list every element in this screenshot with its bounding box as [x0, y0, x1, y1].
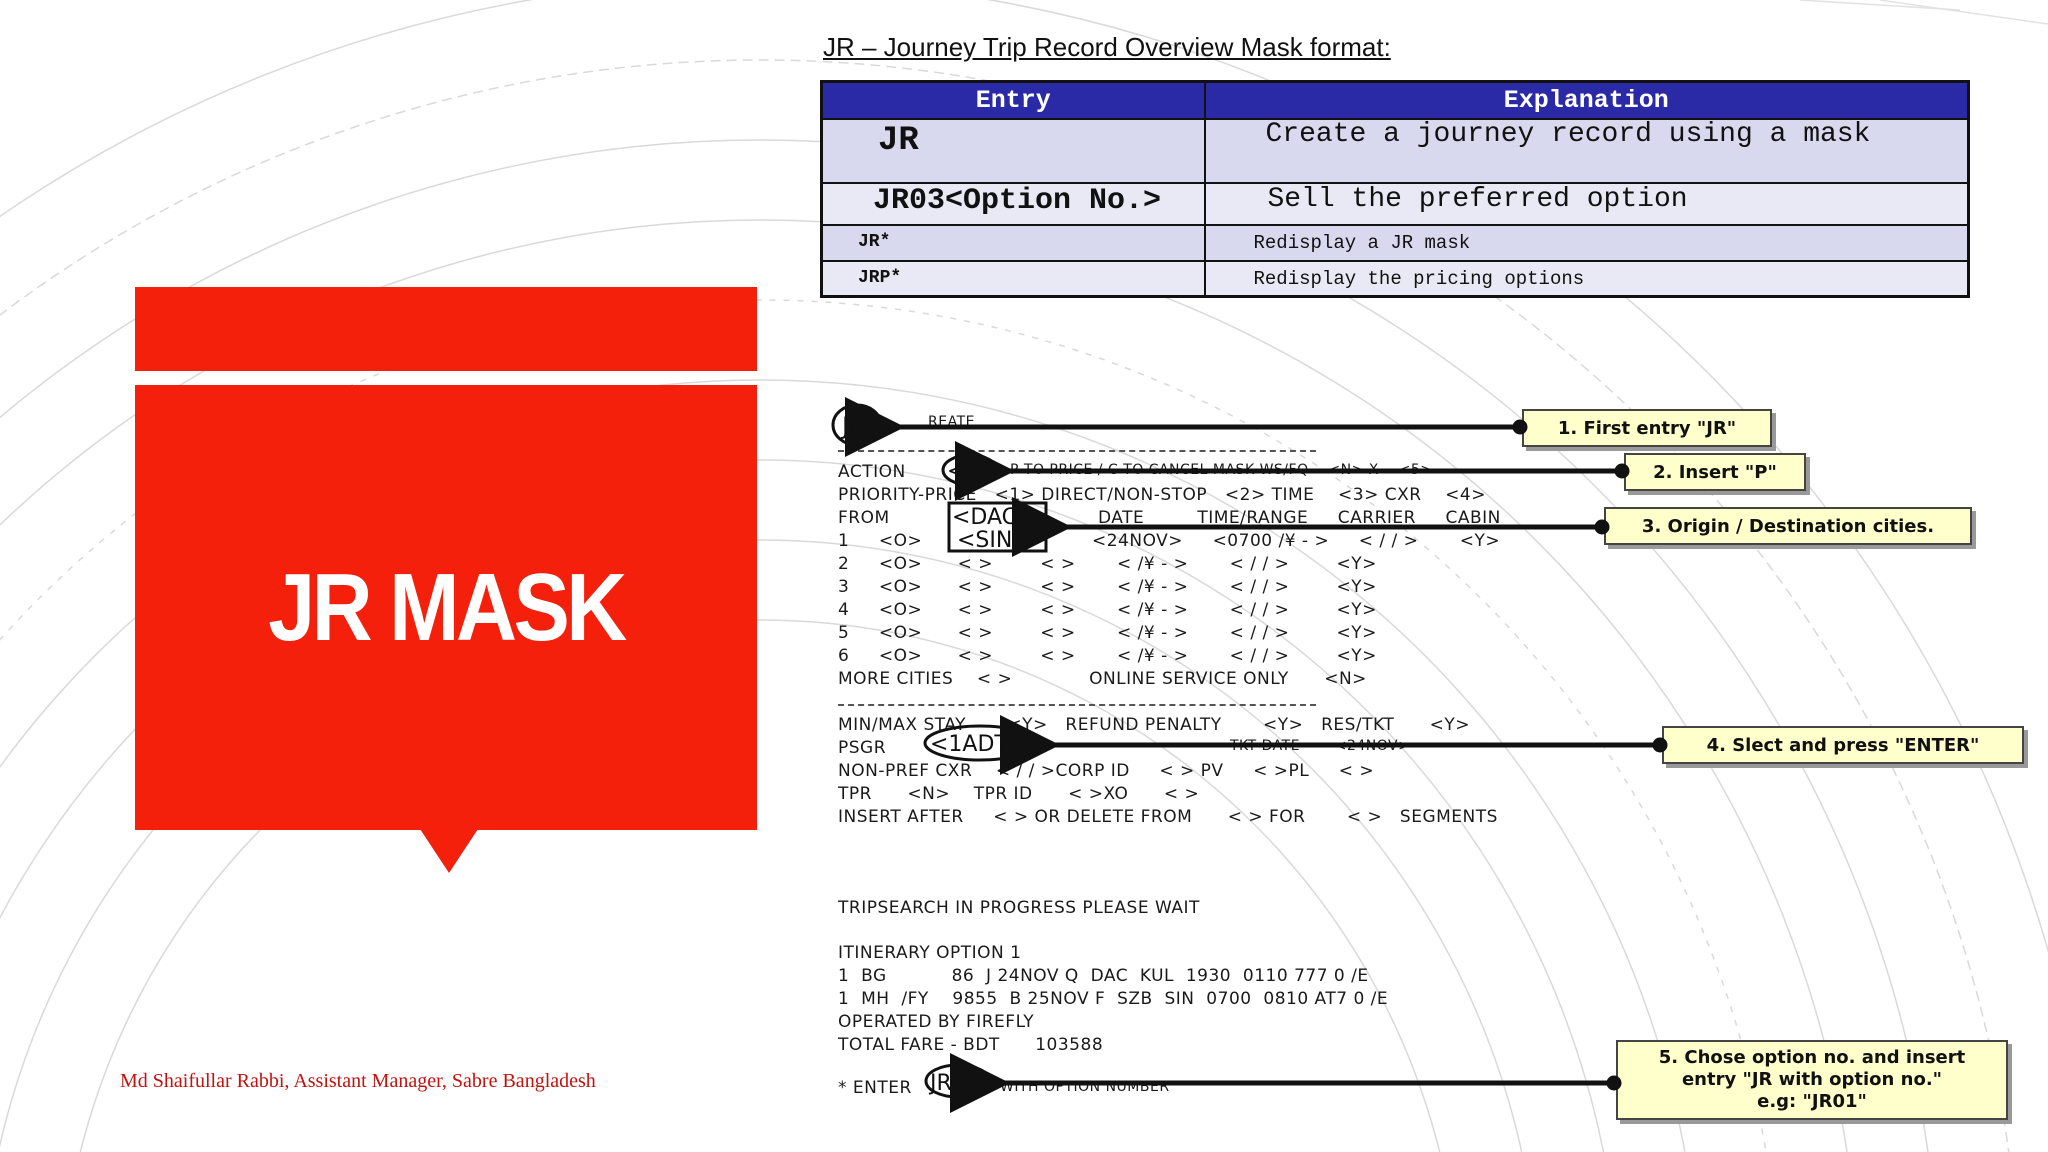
- ring-label-jr0: JR0: [930, 1071, 966, 1096]
- table-row: [822, 119, 1969, 183]
- author-credit: Md Shaifullar Rabbi, Assistant Manager, Sabre Bangladesh: [120, 1070, 596, 1092]
- screen-line-6: 6 <O> < > < > < /¥ - > < / / > <Y>: [838, 646, 1377, 666]
- callout-line: entry "JR with option no.": [1681, 1069, 1943, 1090]
- callout-line: e.g: "JR01": [1757, 1091, 1867, 1112]
- callout-first-entry: 1. First entry "JR": [1522, 409, 1772, 447]
- screen-line-from: FROM: [838, 508, 890, 528]
- entry-cell: JR*: [822, 225, 1205, 261]
- screen-line-nonpref: NON-PREF CXR < / / >CORP ID < > PV < >PL < >: [838, 761, 1375, 781]
- screen-line-create: REATE: [928, 414, 975, 430]
- box-label-dac: <DAC>: [952, 505, 1036, 530]
- screen-line-itinerary: ITINERARY OPTION 1: [838, 943, 1022, 963]
- ring-label-jr: JR: [842, 412, 866, 440]
- explanation-cell: Create a journey record using a mask: [1205, 119, 1969, 183]
- dashed-divider: [838, 450, 1316, 452]
- screen-line-tpr: TPR <N> TPR ID < >XO < >: [838, 784, 1200, 804]
- column-header-explanation: Explanation: [1205, 82, 1969, 119]
- entry-cell: JRP*: [822, 261, 1205, 297]
- callout-select-enter: 4. Slect and press "ENTER": [1662, 726, 2024, 764]
- screen-line-4: 4 <O> < > < > < /¥ - > < / / > <Y>: [838, 600, 1377, 620]
- callout-choose-option: [1616, 1040, 2008, 1120]
- screen-line-from-rest: DATE TIME/RANGE CARRIER CABIN: [1098, 508, 1501, 528]
- screen-line-psgr: PSGR: [838, 738, 887, 758]
- title-card-pointer: [420, 829, 478, 873]
- screen-line-total-fare: TOTAL FARE - BDT 103588: [838, 1035, 1104, 1055]
- entry-table: [820, 80, 1970, 298]
- screen-line-5: 5 <O> < > < > < /¥ - > < / / > <Y>: [838, 623, 1377, 643]
- screen-line-action: ACTION: [838, 462, 906, 482]
- callout-origin-destination: 3. Origin / Destination cities.: [1604, 507, 1972, 545]
- table-heading: JR – Journey Trip Record Overview Mask format:: [823, 32, 1391, 62]
- screen-line-1: 1 <O>: [838, 531, 923, 551]
- screen-line-segment-1: 1 BG 86 J 24NOV Q DAC KUL 1930 0110 777 0 /E: [838, 966, 1369, 986]
- explanation-cell: Redisplay the pricing options: [1205, 261, 1969, 297]
- ring-label-p: <P>: [947, 459, 998, 484]
- entry-cell: JR03<Option No.>: [822, 183, 1205, 225]
- screen-line-segment-2: 1 MH /FY 9855 B 25NOV F SZB SIN 0700 0810 AT7 0 /E: [838, 989, 1389, 1009]
- table-row: [822, 225, 1969, 261]
- column-header-entry: Entry: [822, 82, 1205, 119]
- dashed-divider: [838, 704, 1316, 706]
- screen-line-action-rest: P TO PRICE / C TO CANCEL MASK WS/FQ <N> X <5>: [1010, 462, 1433, 478]
- screen-line-more-cities: MORE CITIES < > ONLINE SERVICE ONLY <N>: [838, 669, 1367, 689]
- entry-cell: JR: [822, 119, 1205, 183]
- screen-line-3: 3 <O> < > < > < /¥ - > < / / > <Y>: [838, 577, 1377, 597]
- red-accent-bar: [135, 287, 757, 371]
- screen-line-psgr-rest: TKT DATE <24NOV>: [1230, 738, 1411, 754]
- screen-line-1-rest: <24NOV> <0700 /¥ - > < / / > <Y>: [1092, 531, 1501, 551]
- screen-line-operated-by: OPERATED BY FIREFLY: [838, 1012, 1035, 1032]
- screen-line-insert: INSERT AFTER < > OR DELETE FROM < > FOR < > SEGMENTS: [838, 807, 1498, 827]
- screen-line-2: 2 <O> < > < > < /¥ - > < / / > <Y>: [838, 554, 1377, 574]
- table-row: [822, 183, 1969, 225]
- callout-insert-p: 2. Insert "P": [1624, 453, 1806, 491]
- screen-line-priority: PRIORITY-PRICE <1> DIRECT/NON-STOP <2> TIME <3> CXR <4>: [838, 485, 1486, 505]
- explanation-cell: Redisplay a JR mask: [1205, 225, 1969, 261]
- ring-label-adt: <1ADT>: [930, 732, 1027, 757]
- screen-line-tripsearch: TRIPSEARCH IN PROGRESS PLEASE WAIT: [838, 898, 1200, 918]
- screen-line-minmax: MIN/MAX STAY <Y> REFUND PENALTY <Y> RES/TKT <Y>: [838, 715, 1471, 735]
- explanation-cell: Sell the preferred option: [1205, 183, 1969, 225]
- slide-title: JR MASK: [268, 553, 624, 661]
- screen-line-enter: * ENTER: [838, 1078, 912, 1098]
- screen-line-enter-rest: WITH OPTION NUMBER: [1000, 1079, 1170, 1095]
- box-label-sin: <SIN>: [957, 528, 1031, 553]
- callout-line: 5. Chose option no. and insert: [1658, 1047, 1966, 1068]
- table-row: [822, 261, 1969, 297]
